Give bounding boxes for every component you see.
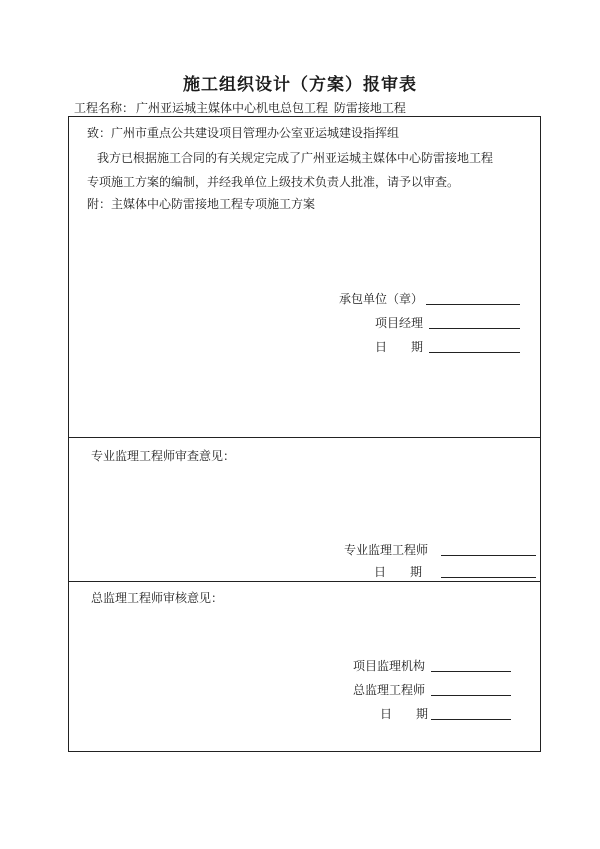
addressee-text: 致：广州市重点公共建设项目管理办公室亚运城建设指挥组: [87, 126, 400, 140]
project-manager-label: 项目经理: [375, 316, 424, 330]
chief-date-line[interactable]: [431, 719, 511, 720]
specialist-engineer-signature-line[interactable]: [441, 555, 536, 556]
supervision-org-signature-line[interactable]: [431, 671, 511, 672]
specialist-engineer-label: 专业监理工程师: [344, 543, 429, 557]
submission-date-label: 日 期: [375, 340, 424, 354]
contractor-label: 承包单位（章）: [339, 292, 424, 306]
form-table: [68, 116, 541, 752]
submission-date-line[interactable]: [429, 352, 520, 353]
chief-review-heading: 总监理工程师审核意见：: [91, 591, 224, 605]
engineer-date-line[interactable]: [441, 577, 536, 578]
project-name-label: 工程名称：: [74, 101, 135, 115]
submission-section: [69, 117, 540, 438]
chief-date-label: 日 期: [380, 707, 429, 721]
engineer-review-heading: 专业监理工程师审查意见：: [91, 449, 236, 463]
project-sub-name: 防雷接地工程: [333, 101, 406, 115]
project-name-line: [74, 99, 408, 116]
form-title: 施工组织设计（方案）报审表: [183, 75, 417, 95]
contractor-signature-line[interactable]: [426, 304, 520, 305]
chief-review-section: [69, 583, 540, 751]
engineer-review-section: [69, 439, 540, 582]
statement-line-2: 专项施工方案的编制，并经我单位上级技术负责人批准，请予以审查。: [87, 175, 460, 189]
engineer-date-label: 日 期: [374, 565, 423, 579]
chief-engineer-label: 总监理工程师: [353, 683, 426, 697]
chief-engineer-signature-line[interactable]: [431, 695, 511, 696]
statement-line-1: 我方已根据施工合同的有关规定完成了广州亚运城主媒体中心防雷接地工程: [97, 151, 494, 165]
project-name-value: 广州亚运城主媒体中心机电总包工程: [136, 101, 329, 115]
supervision-org-label: 项目监理机构: [353, 659, 426, 673]
project-manager-signature-line[interactable]: [429, 328, 520, 329]
attachment-text: 附：主媒体中心防雷接地工程专项施工方案: [87, 197, 316, 211]
